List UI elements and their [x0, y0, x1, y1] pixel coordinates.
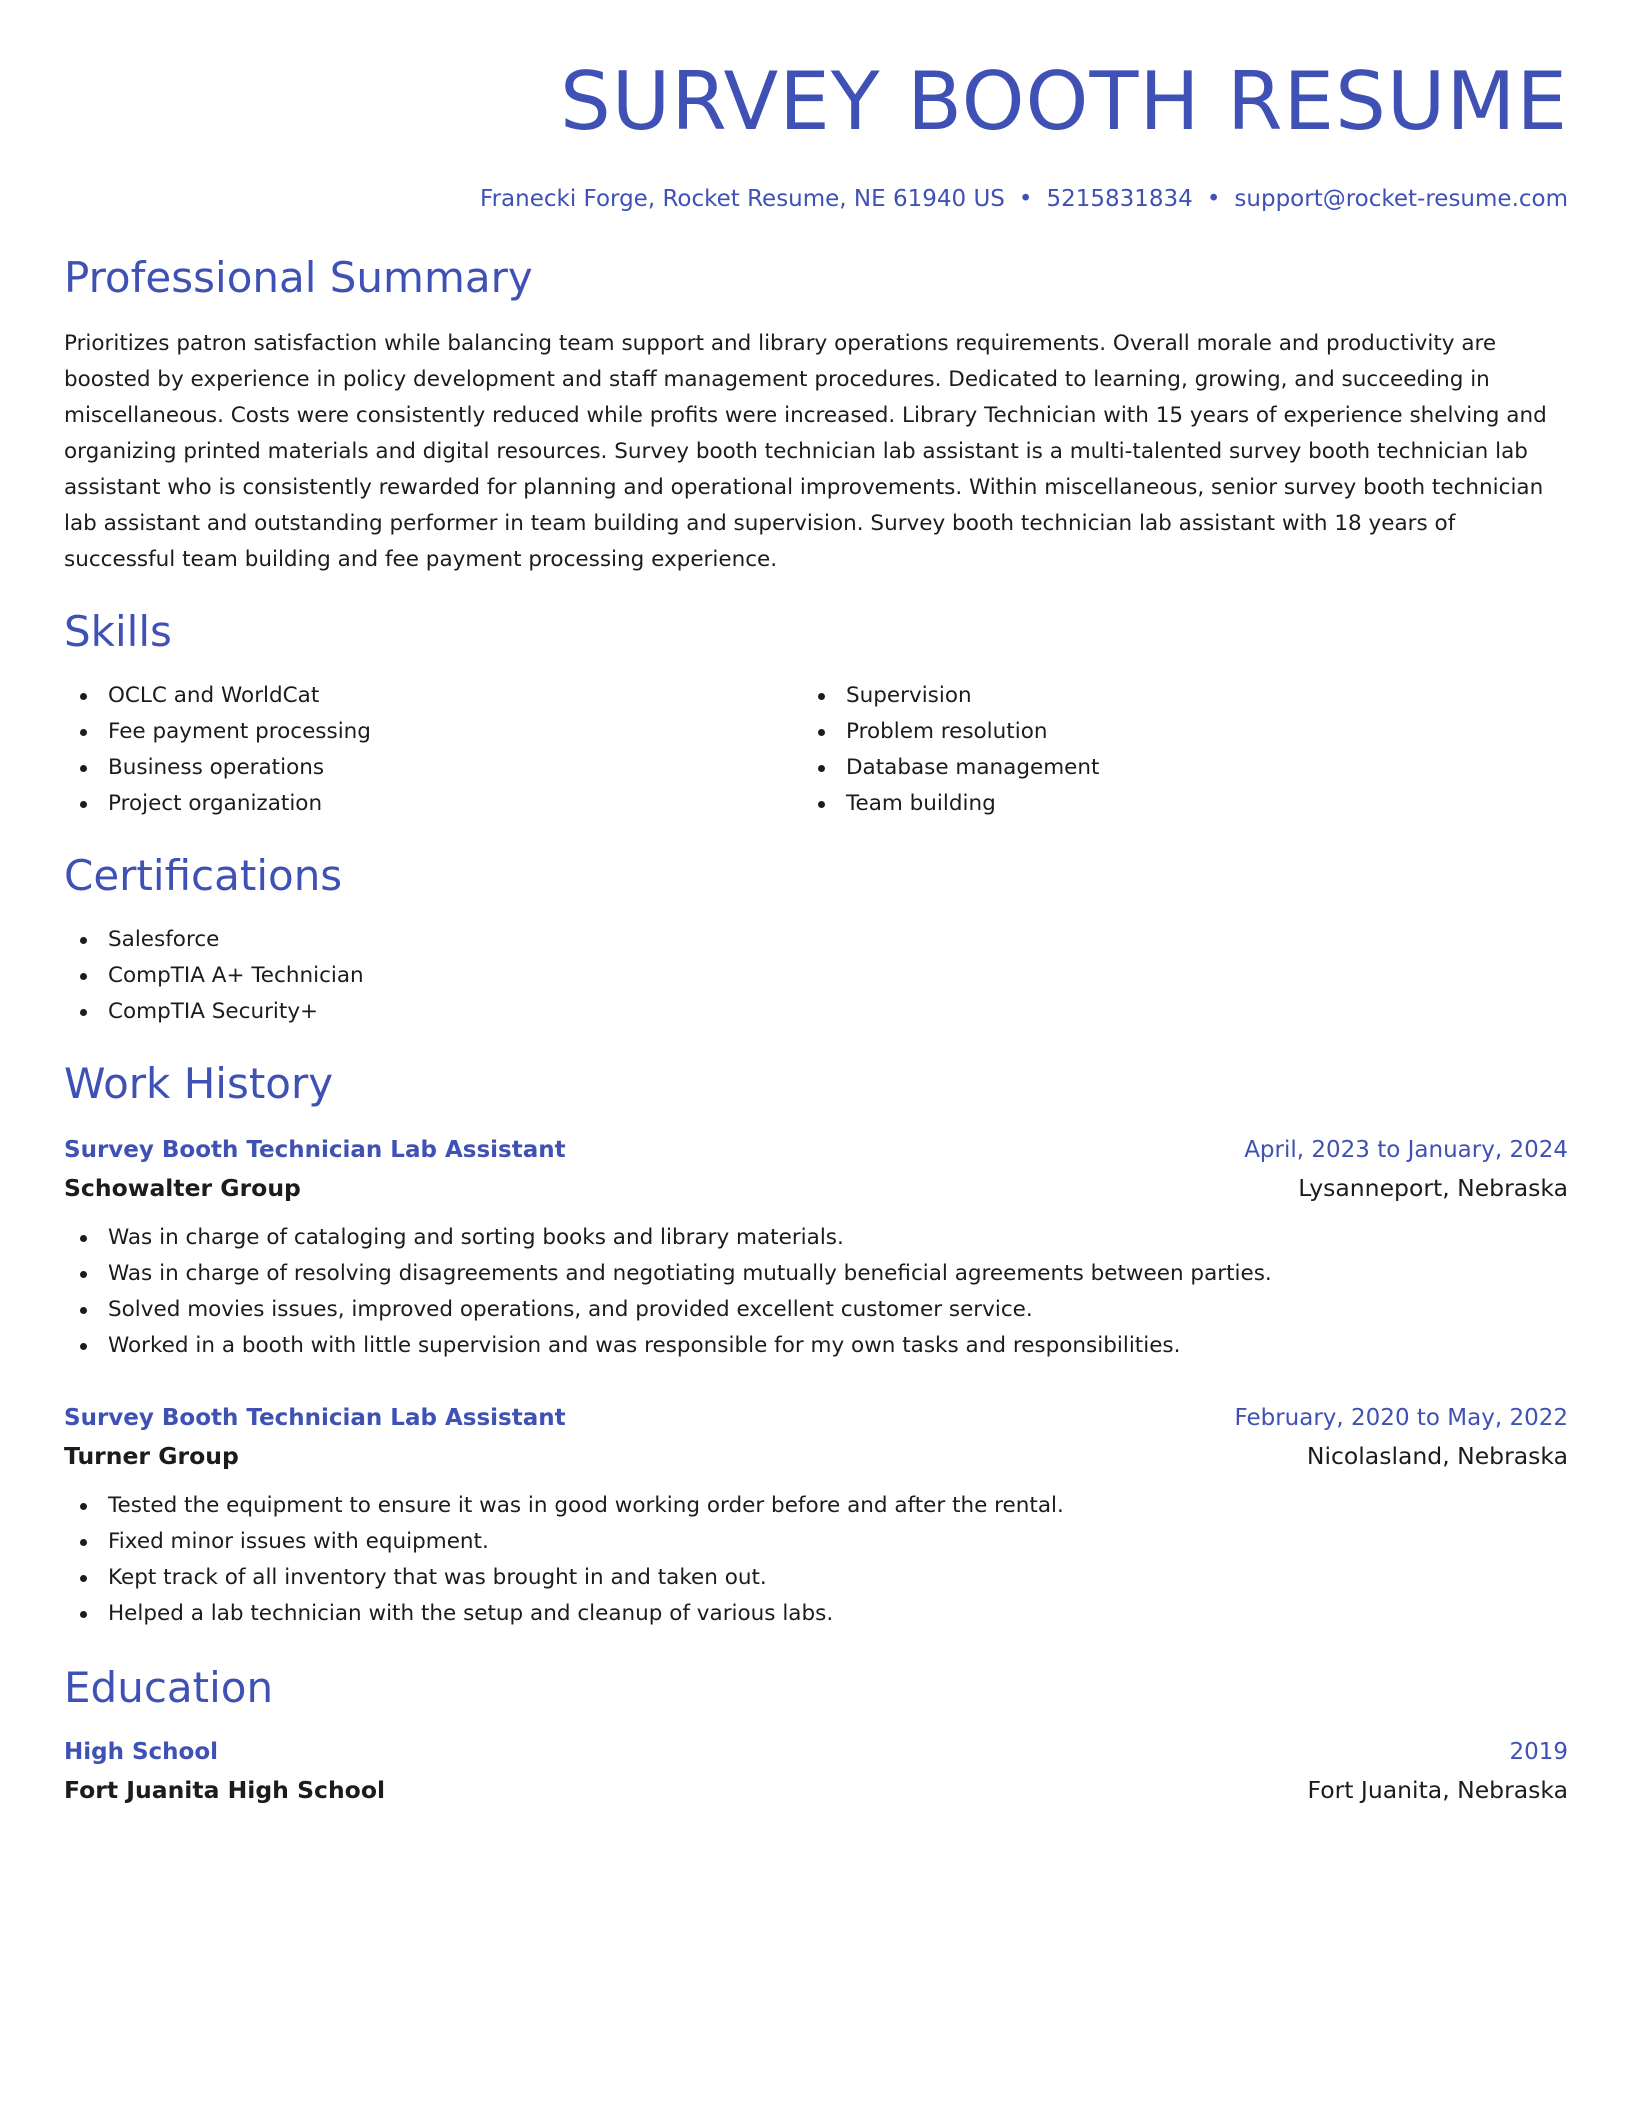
job-bullet: Kept track of all inventory that was brought in and taken out. [64, 1560, 1568, 1596]
job-bullets [64, 1220, 1568, 1364]
skills-column-right [802, 678, 1540, 822]
contact-address: Franecki Forge, Rocket Resume, NE 61940 US [480, 186, 1005, 212]
job-bullet: Fixed minor issues with equipment. [64, 1524, 1568, 1560]
job-bullet: Helped a lab technician with the setup and cleanup of various labs. [64, 1596, 1568, 1632]
skill-item: Project organization [64, 786, 802, 822]
skill-item: Team building [802, 786, 1540, 822]
education-entry [64, 1734, 1568, 1810]
summary-text: Prioritizes patron satisfaction while balancing team support and library operations requirements. Overall morale and productivity are boosted by experience in policy development and staff management procedures. Dedicated to learning, growing, and succeeding in miscellaneous. Costs were consistently reduced while profits were increased. Library Technician with 15 years of experience shelving and organizing printed materials and digital resources. Survey booth technician lab assistant is a multi-talented survey booth technician lab assistant who is consistently rewarded for planning and operational improvements. Within miscellaneous, senior survey booth technician lab assistant and outstanding performer in team building and supervision. Survey booth technician lab assistant with 18 years of successful team building and fee payment processing experience. [64, 331, 1547, 572]
job-employer-row [64, 1436, 1568, 1476]
job-title: Survey Booth Technician Lab Assistant [64, 1137, 566, 1163]
contact-phone: 5215831834 [1046, 186, 1193, 212]
skill-item: Problem resolution [802, 714, 1540, 750]
section-title-skills: Skills [64, 607, 172, 656]
job-dates: February, 2020 to May, 2022 [1234, 1405, 1568, 1431]
skill-item: Fee payment processing [64, 714, 802, 750]
contact-line [64, 184, 1568, 214]
job-employer: Turner Group [64, 1442, 239, 1470]
skill-item: Database management [802, 750, 1540, 786]
section-title-education: Education [64, 1663, 274, 1712]
certifications-list [64, 922, 1568, 1030]
job-location: Nicolasland, Nebraska [1306, 1442, 1568, 1470]
work-history-section [64, 1058, 1568, 1632]
job-bullet: Solved movies issues, improved operations, and provided excellent customer service. [64, 1292, 1568, 1328]
certification-item: CompTIA Security+ [64, 994, 1568, 1030]
skills-column-left [64, 678, 802, 822]
skill-item: Supervision [802, 678, 1540, 714]
section-title-certifications: Certifications [64, 851, 343, 900]
education-header-row [64, 1734, 1568, 1770]
education-school-row [64, 1770, 1568, 1810]
certifications-section [64, 850, 1568, 1030]
job-header-row [64, 1132, 1568, 1168]
job-employer: Schowalter Group [64, 1174, 301, 1202]
skills-section [64, 606, 1568, 822]
section-title-summary: Professional Summary [64, 253, 533, 302]
skills-grid [64, 678, 1568, 822]
contact-separator: • [1206, 186, 1221, 212]
candidate-name: SURVEY BOOTH RESUME [559, 55, 1568, 148]
education-year: 2019 [1509, 1739, 1568, 1765]
job-employer-row [64, 1168, 1568, 1208]
job-bullet: Tested the equipment to ensure it was in good working order before and after the rental. [64, 1488, 1568, 1524]
resume-header [64, 56, 1568, 214]
skill-item: Business operations [64, 750, 802, 786]
job-title: Survey Booth Technician Lab Assistant [64, 1405, 566, 1431]
contact-email: support@rocket-resume.com [1234, 186, 1568, 212]
skill-item: OCLC and WorldCat [64, 678, 802, 714]
summary-section [64, 252, 1568, 578]
contact-separator: • [1018, 186, 1033, 212]
job-entry [64, 1400, 1568, 1632]
job-bullet: Was in charge of cataloging and sorting books and library materials. [64, 1220, 1568, 1256]
certification-item: CompTIA A+ Technician [64, 958, 1568, 994]
education-degree: High School [64, 1739, 219, 1765]
section-title-work-history: Work History [64, 1059, 334, 1108]
education-location: Fort Juanita, Nebraska [1307, 1776, 1568, 1804]
job-dates: April, 2023 to January, 2024 [1244, 1137, 1568, 1163]
education-section [64, 1662, 1568, 1810]
job-entry [64, 1132, 1568, 1364]
job-bullets [64, 1488, 1568, 1632]
job-location: Lysanneport, Nebraska [1298, 1174, 1568, 1202]
job-bullet: Worked in a booth with little supervision and was responsible for my own tasks and responsibilities. [64, 1328, 1568, 1364]
education-school: Fort Juanita High School [64, 1776, 386, 1804]
certification-item: Salesforce [64, 922, 1568, 958]
job-bullet: Was in charge of resolving disagreements and negotiating mutually beneficial agreements between parties. [64, 1256, 1568, 1292]
job-header-row [64, 1400, 1568, 1436]
